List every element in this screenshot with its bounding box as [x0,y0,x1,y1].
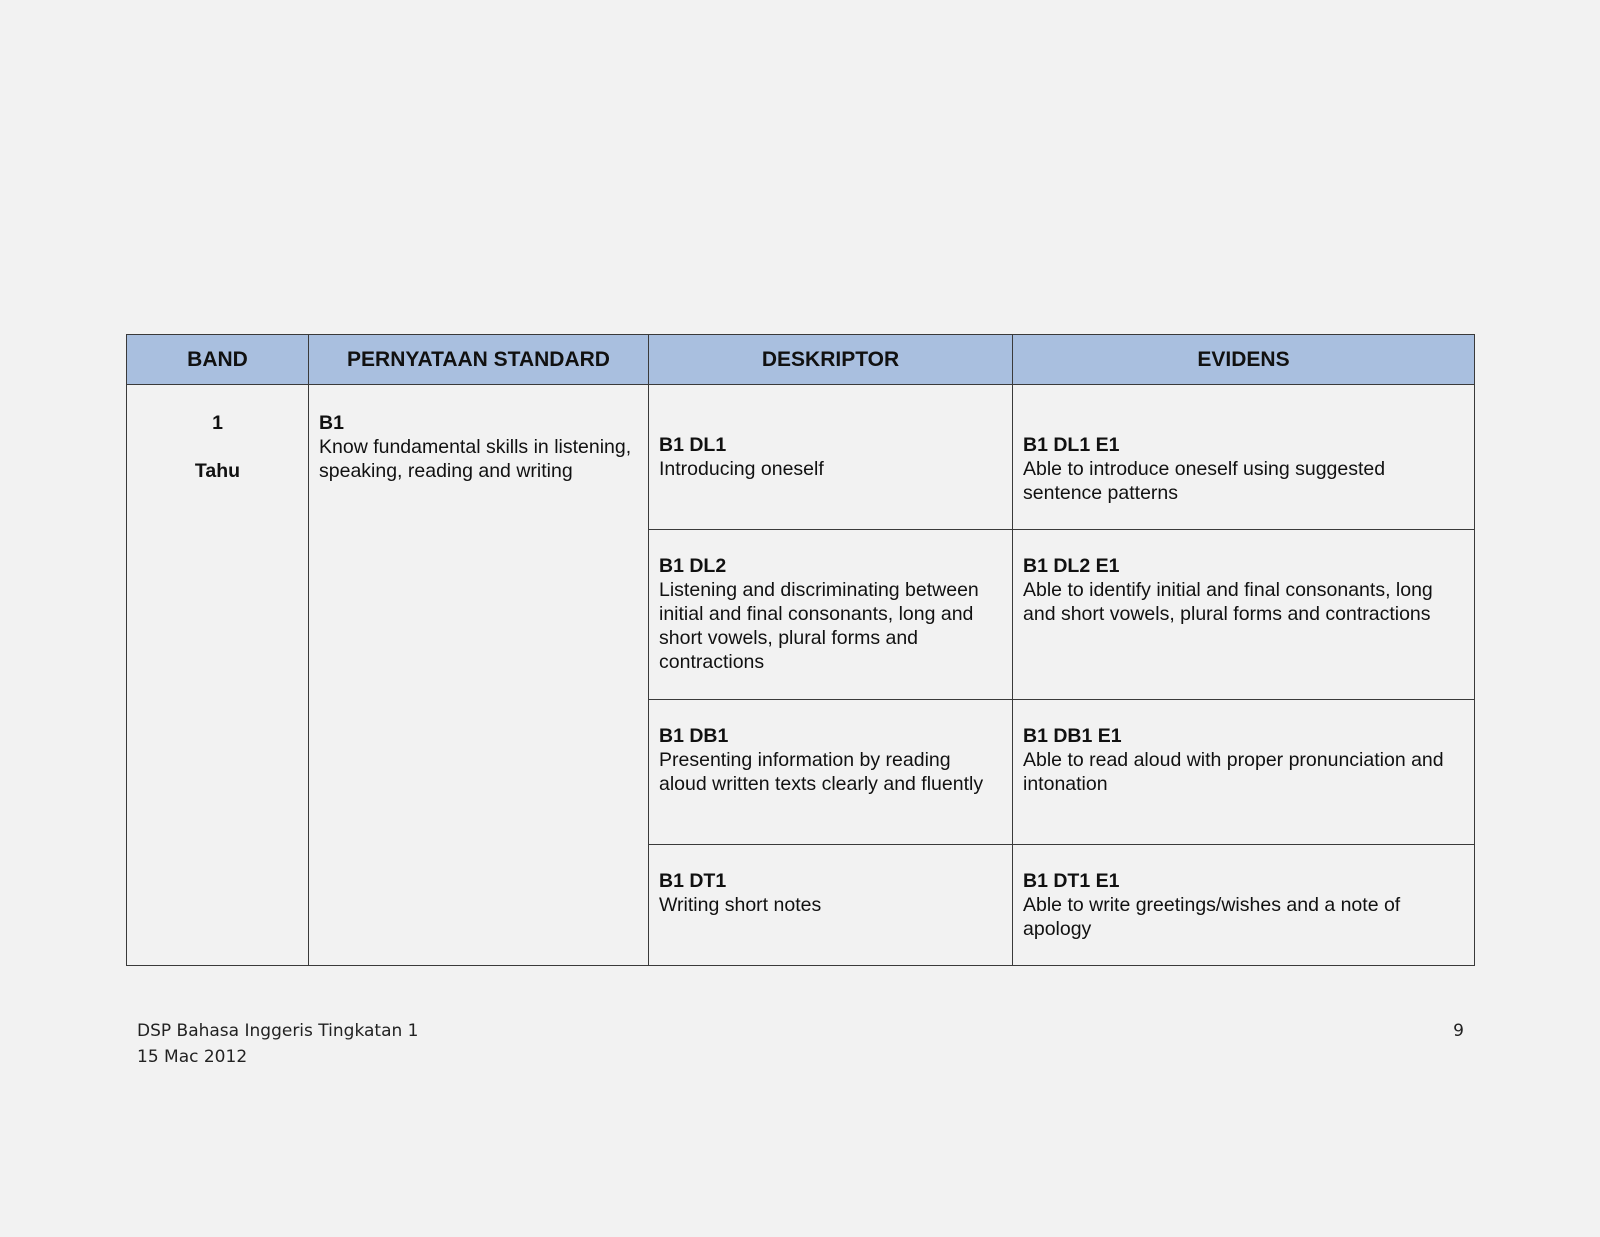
evidence-text: Able to write greetings/wishes and a note of apology [1023,894,1401,940]
evidence-text: Able to introduce oneself using suggested sentence patterns [1023,458,1386,504]
band-label: Tahu [194,460,241,482]
descriptor-cell [649,530,1013,700]
evidence-text: Able to read aloud with proper pronunciation and intonation [1023,749,1444,795]
descriptor-code: B1 DL2 [659,555,727,577]
descriptor-cell [649,385,1013,530]
descriptor-text: Introducing oneself [659,458,824,480]
descriptor-text: Writing short notes [659,894,822,916]
header-standard: PERNYATAAN STANDARD [309,335,649,385]
evidence-cell [1013,845,1475,966]
descriptor-code: B1 DT1 [659,870,727,892]
standard-cell [309,385,649,966]
descriptor-code: B1 DL1 [659,434,727,456]
table-row [127,385,1475,530]
evidence-cell [1013,385,1475,530]
descriptor-text: Presenting information by reading aloud written texts clearly and fluently [659,749,984,795]
footer-date: 15 Mac 2012 [137,1047,248,1067]
evidence-code: B1 DL2 E1 [1023,555,1120,577]
band-number: 1 [212,412,223,434]
descriptor-cell [649,700,1013,845]
header-descriptor: DESKRIPTOR [649,335,1013,385]
table-header-row [127,335,1475,385]
band-cell [127,385,309,966]
descriptor-code: B1 DB1 [659,725,729,747]
header-band: BAND [127,335,309,385]
descriptor-text: Listening and discriminating between initial and final consonants, long and short vowels, plural forms and contractions [659,579,979,673]
evidence-text: Able to identify initial and final consonants, long and short vowels, plural forms and contractions [1023,579,1433,625]
evidence-code: B1 DL1 E1 [1023,434,1120,456]
page-number: 9 [1453,1021,1464,1041]
evidence-code: B1 DT1 E1 [1023,870,1120,892]
evidence-cell [1013,530,1475,700]
standard-code: B1 [319,412,344,434]
footer-title: DSP Bahasa Inggeris Tingkatan 1 [137,1021,419,1041]
standards-table [126,334,1475,966]
evidence-cell [1013,700,1475,845]
header-evidence: EVIDENS [1013,335,1475,385]
standard-text: Know fundamental skills in listening, speaking, reading and writing [319,436,632,482]
evidence-code: B1 DB1 E1 [1023,725,1122,747]
descriptor-cell [649,845,1013,966]
footer [137,1018,418,1070]
